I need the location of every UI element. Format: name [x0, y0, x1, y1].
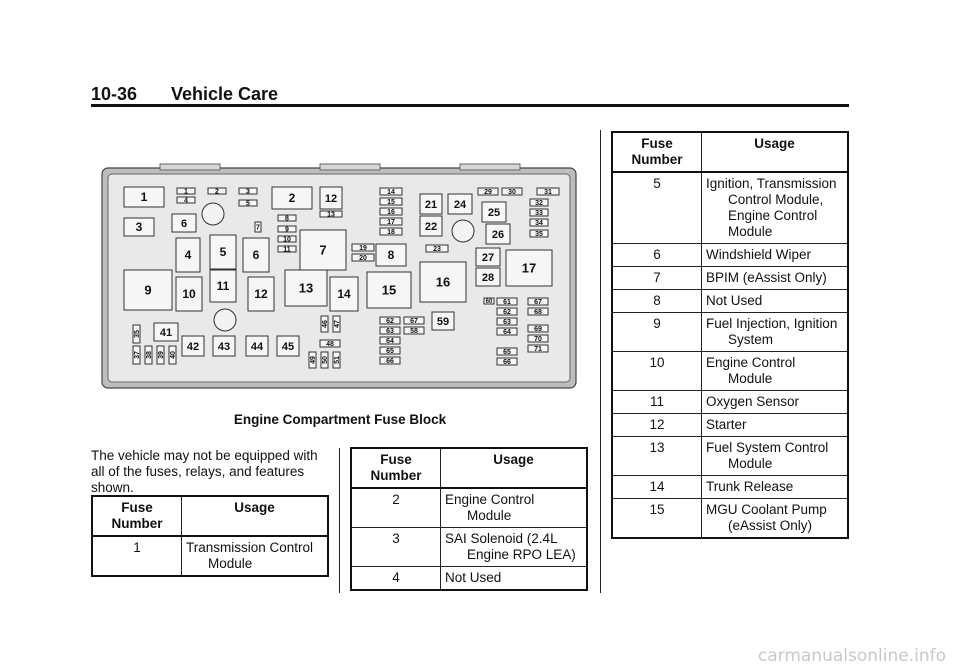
table-row [612, 391, 848, 414]
fuse-slot-label: 64 [386, 337, 394, 345]
fuse-slot-label: 63 [386, 327, 394, 335]
table-row [612, 172, 848, 244]
fuse-usage [441, 488, 588, 528]
section-title: Vehicle Care [171, 84, 279, 104]
fuse-slot-label: 1 [184, 188, 188, 196]
header-usage: Usage [182, 496, 329, 536]
fuse-usage [702, 244, 849, 267]
fuse-usage [702, 267, 849, 290]
fuse-slot-label: 4 [184, 197, 188, 205]
fuse-slot-label: 34 [535, 219, 543, 227]
fuse-slot-label: 7 [256, 224, 260, 232]
fuse-usage [702, 476, 849, 499]
table-header-row [612, 132, 848, 172]
fuse-slot-label: 9 [285, 226, 289, 234]
fuse-slot-label: 10 [283, 236, 291, 244]
fuse-slot-label: 66 [386, 357, 394, 365]
fuse-slot-label: 39 [157, 351, 165, 359]
fuse-slot-label: 6 [252, 248, 260, 263]
fuse-usage-text: SAI Solenoid (2.4L Engine RPO LEA) [445, 531, 576, 562]
fuse-slot-label: 30 [508, 188, 516, 196]
fuse-slot-label: 5 [219, 245, 227, 260]
fuse-slot-label: 45 [281, 340, 295, 353]
fuse-slot-label: 9 [144, 282, 152, 298]
fuse-usage-text: Ignition, Transmission Control Module, Engine Control Module [706, 176, 837, 239]
fuse-slot-label: 35 [535, 230, 543, 238]
fuse-usage-text: Not Used [445, 570, 502, 585]
fuse-number: 8 [612, 290, 702, 313]
fuse-table-2 [350, 447, 588, 591]
fuse-slot-label: 50 [321, 356, 329, 364]
fuse-table-1 [91, 495, 329, 577]
fuse-usage-text: Engine Control Module [445, 492, 535, 523]
fuse-slot-label: 12 [324, 192, 338, 205]
fuse-slot-label: 14 [387, 188, 395, 196]
mounting-bolt [452, 220, 474, 242]
fuse-slot-label: 19 [359, 244, 367, 252]
fuse-number: 15 [612, 499, 702, 539]
fuse-usage [702, 437, 849, 476]
fuse-slot-label: 18 [387, 228, 395, 236]
fuse-usage [441, 528, 588, 567]
fuse-number: 14 [612, 476, 702, 499]
fuse-slot-label: 46 [321, 320, 329, 328]
fuse-slot-label: 2 [288, 191, 296, 206]
fuse-slot-label: 67 [410, 317, 418, 325]
fuse-slot-label: 12 [254, 287, 268, 302]
fuse-usage-text: MGU Coolant Pump (eAssist Only) [706, 502, 827, 533]
fuse-slot-label: 15 [387, 198, 395, 206]
fuse-slot-label: 42 [186, 340, 200, 353]
fuse-slot-label: 59 [436, 315, 450, 328]
header-fuse-number: Fuse Number [92, 496, 182, 536]
fuse-slot-label: 31 [544, 188, 552, 196]
page-header [91, 84, 849, 104]
header-usage: Usage [441, 448, 588, 488]
fuse-slot-label: 3 [135, 220, 143, 235]
fuse-slot-label: 70 [534, 335, 542, 343]
fuse-slot-label: 8 [387, 248, 395, 263]
fuse-block-diagram [100, 160, 580, 392]
fuse-slot-label: 5 [246, 200, 250, 208]
fuse-slot-label: 62 [503, 308, 511, 316]
table-row [612, 476, 848, 499]
fuse-slot-label: 26 [491, 228, 505, 241]
fuse-usage [441, 567, 588, 591]
fuse-slot-label: 60 [485, 299, 493, 306]
fuse-usage-text: Fuel System Control Module [706, 440, 829, 471]
fuse-usage-text: Transmission Control Module [186, 540, 314, 571]
fuse-number: 12 [612, 414, 702, 437]
fuse-slot-label: 3 [246, 188, 250, 196]
fuse-usage [702, 391, 849, 414]
fuse-slot-label: 11 [216, 279, 230, 294]
fuse-slot-label: 16 [387, 208, 395, 216]
table-row [351, 528, 587, 567]
mounting-bolt [202, 203, 224, 225]
figure-caption: Engine Compartment Fuse Block [233, 412, 447, 427]
header-rule [91, 104, 849, 107]
fuse-slot-label: 15 [381, 282, 397, 298]
fuse-slot-label: 47 [333, 320, 341, 328]
fuse-usage-text: Oxygen Sensor [706, 394, 800, 409]
fuse-slot-label: 61 [503, 298, 511, 306]
fuse-number: 13 [612, 437, 702, 476]
fuse-slot-label: 8 [285, 215, 289, 223]
fuse-slot-label: 13 [327, 211, 335, 219]
fuse-slot-label: 69 [534, 325, 542, 333]
fuse-block-figure [100, 160, 580, 392]
header-usage: Usage [702, 132, 849, 172]
table-row [612, 352, 848, 391]
table-row [612, 499, 848, 539]
fuse-slot-label: 20 [359, 254, 367, 262]
fuse-number: 9 [612, 313, 702, 352]
fuse-slot-label: 17 [387, 218, 395, 226]
fuse-slot-label: 23 [433, 245, 441, 253]
fuse-number: 2 [351, 488, 441, 528]
table-row [612, 244, 848, 267]
fuse-slot-label: 35 [133, 330, 141, 338]
fuse-slot-label: 10 [182, 287, 196, 302]
fuse-slot-label: 48 [326, 340, 334, 348]
header-fuse-number: Fuse Number [351, 448, 441, 488]
fuse-number: 1 [92, 536, 182, 576]
fuse-slot-label: 62 [386, 317, 394, 325]
table-row [351, 567, 587, 591]
fuse-slot-label: 37 [133, 351, 141, 359]
fuse-table-3 [611, 131, 849, 539]
fuse-slot-label: 2 [215, 188, 219, 196]
fuse-slot-label: 13 [298, 280, 314, 296]
fuse-slot-label: 1 [140, 190, 148, 205]
fuse-slot-label: 33 [535, 209, 543, 217]
fuse-usage [702, 172, 849, 244]
fuse-number: 6 [612, 244, 702, 267]
fuse-usage-text: Starter [706, 417, 747, 432]
table-row [612, 414, 848, 437]
fuse-slot-label: 25 [487, 206, 501, 219]
column-divider-1 [339, 448, 340, 593]
fuse-slot-label: 43 [217, 340, 231, 353]
fuse-slot-label: 7 [319, 242, 327, 258]
fuse-slot-label: 66 [503, 358, 511, 366]
table-row [612, 290, 848, 313]
fuse-number: 11 [612, 391, 702, 414]
fuse-slot-label: 71 [534, 345, 542, 353]
fuse-slot-label: 4 [184, 248, 192, 263]
fuse-usage-text: Trunk Release [706, 479, 794, 494]
fuse-slot-label: 6 [180, 217, 188, 230]
fuse-slot-label: 22 [424, 220, 438, 233]
fuse-slot-label: 49 [309, 356, 317, 364]
fuse-slot-label: 24 [453, 198, 467, 211]
fuse-slot-label: 63 [503, 318, 511, 326]
intro-paragraph: The vehicle may not be equipped with all of the fuses, relays, and features shown. [91, 448, 318, 495]
fuse-number: 3 [351, 528, 441, 567]
fuse-number: 10 [612, 352, 702, 391]
fuse-slot-label: 16 [435, 274, 451, 290]
fuse-usage [702, 414, 849, 437]
fuse-slot-label: 28 [481, 271, 495, 284]
fuse-slot-label: 67 [534, 298, 542, 306]
column-divider-2 [600, 130, 601, 593]
table-row [612, 267, 848, 290]
fuse-slot-label: 17 [521, 260, 537, 276]
table-row [612, 313, 848, 352]
fuse-number: 5 [612, 172, 702, 244]
table-row [351, 488, 587, 528]
mounting-bolt [214, 309, 236, 331]
table-row [612, 437, 848, 476]
fuse-usage-text: Engine Control Module [706, 355, 796, 386]
fuse-slot-label: 11 [283, 246, 291, 254]
fuse-slot-label: 68 [534, 308, 542, 316]
fuse-slot-label: 44 [250, 340, 264, 353]
fuse-number: 7 [612, 267, 702, 290]
fuse-slot-label: 38 [145, 351, 153, 359]
fuse-usage [702, 352, 849, 391]
fuse-number: 4 [351, 567, 441, 591]
fuse-usage-text: Fuel Injection, Ignition System [706, 316, 838, 347]
fuse-usage [702, 313, 849, 352]
fuse-usage-text: Not Used [706, 293, 763, 308]
fuse-slot-label: 27 [481, 251, 495, 264]
fuse-slot-label: 58 [410, 327, 418, 335]
fuse-slot-label: 29 [484, 188, 492, 196]
table-row [92, 536, 328, 576]
fuse-slot-label: 51 [333, 356, 341, 364]
fuse-slot-label: 32 [535, 199, 543, 207]
fuse-usage [702, 290, 849, 313]
fuse-usage-text: BPIM (eAssist Only) [706, 270, 827, 285]
fuse-usage [182, 536, 329, 576]
fuse-slot-label: 64 [503, 328, 511, 336]
fuse-slot-label: 65 [386, 347, 394, 355]
header-fuse-number: Fuse Number [612, 132, 702, 172]
fuse-usage-text: Windshield Wiper [706, 247, 812, 262]
fuse-slot-label: 14 [337, 287, 351, 302]
fuse-slot-label: 40 [169, 351, 177, 359]
page-number: 10-36 [91, 84, 138, 104]
table-header-row [351, 448, 587, 488]
fuse-slot-label: 41 [159, 326, 173, 339]
fuse-slot-label: 65 [503, 348, 511, 356]
fuse-slot-label: 21 [424, 198, 438, 211]
watermark-site: carmanualsonline.info [757, 646, 946, 666]
fuse-usage [702, 499, 849, 539]
table-header-row [92, 496, 328, 536]
